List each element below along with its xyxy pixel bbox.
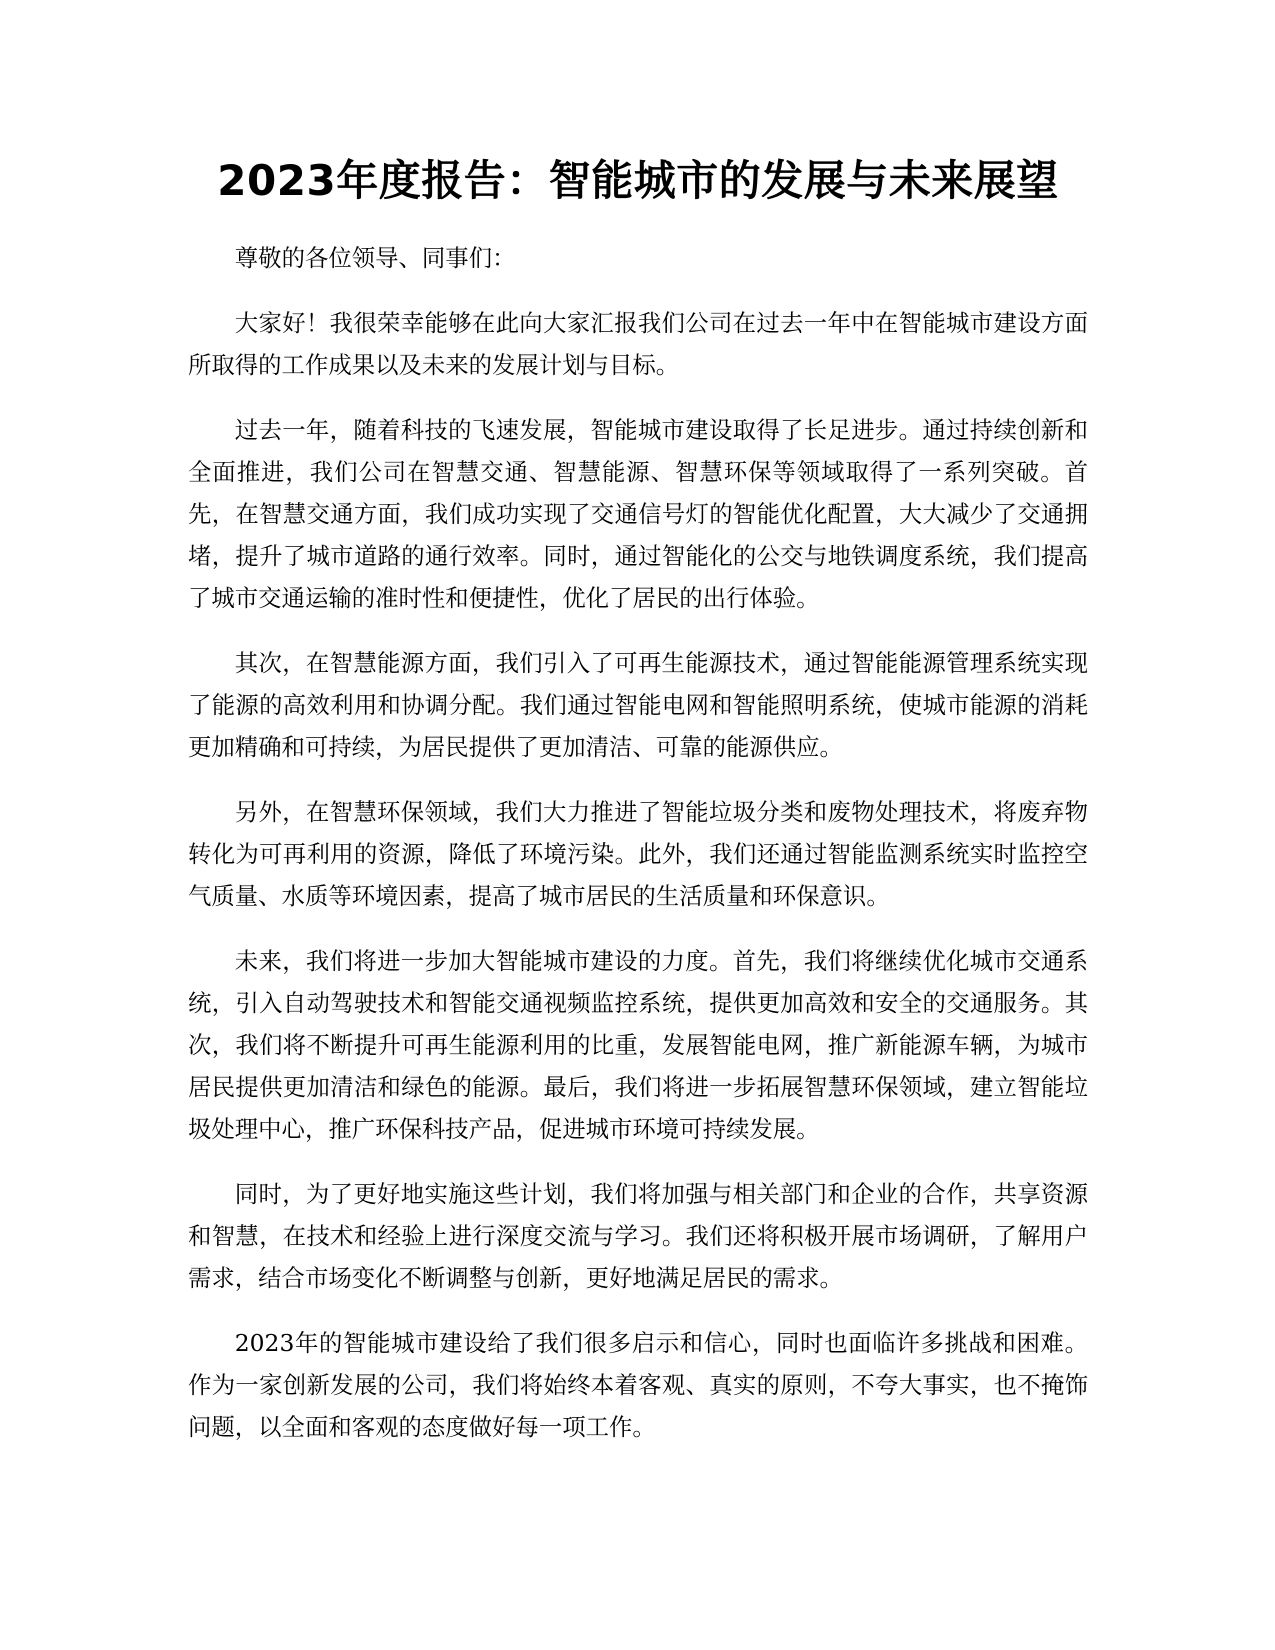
paragraph-past-year: 过去一年，随着科技的飞速发展，智能城市建设取得了长足进步。通过持续创新和全面推进，我们公司在智慧交通、智慧能源、智慧环保等领域取得了一系列突破。首先，在智慧交通方面，我们成功实现了交通信号灯的智能优化配置，大大减少了交通拥堵，提升了城市道路的通行效率。同时，通过智能化的公交与地铁调度系统，我们提高了城市交通运输的准时性和便捷性，优化了居民的出行体验。 xyxy=(188,416,1088,612)
paragraph-greeting: 大家好！我很荣幸能够在此向大家汇报我们公司在过去一年中在智能城市建设方面所取得的工作成果以及未来的发展计划与目标。 xyxy=(188,309,1088,379)
paragraph-smart-environment: 另外，在智慧环保领域，我们大力推进了智能垃圾分类和废物处理技术，将废弃物转化为可再利用的资源，降低了环境污染。此外，我们还通过智能监测系统实时监控空气质量、水质等环境因素，提高了城市居民的生活质量和环保意识。 xyxy=(188,798,1088,910)
document-body xyxy=(188,237,1088,1448)
document-title: 2023年度报告：智能城市的发展与未来展望 xyxy=(217,156,1059,205)
paragraph-salutation: 尊敬的各位领导、同事们： xyxy=(234,244,516,272)
paragraph-future-plans: 未来，我们将进一步加大智能城市建设的力度。首先，我们将继续优化城市交通系统，引入自动驾驶技术和智能交通视频监控系统，提供更加高效和安全的交通服务。其次，我们将不断提升可再生能源利用的比重，发展智能电网，推广新能源车辆，为城市居民提供更加清洁和绿色的能源。最后，我们将进一步拓展智慧环保领域，建立智能垃圾处理中心，推广环保科技产品，促进城市环境可持续发展。 xyxy=(188,947,1088,1143)
document-page xyxy=(188,0,1088,1650)
paragraph-conclusion: 2023年的智能城市建设给了我们很多启示和信心，同时也面临许多挑战和困难。作为一家创新发展的公司，我们将始终本着客观、真实的原则，不夸大事实，也不掩饰问题，以全面和客观的态度做好每一项工作。 xyxy=(188,1329,1088,1441)
paragraph-cooperation: 同时，为了更好地实施这些计划，我们将加强与相关部门和企业的合作，共享资源和智慧，在技术和经验上进行深度交流与学习。我们还将积极开展市场调研，了解用户需求，结合市场变化不断调整与创新，更好地满足居民的需求。 xyxy=(188,1180,1088,1292)
paragraph-smart-energy: 其次，在智慧能源方面，我们引入了可再生能源技术，通过智能能源管理系统实现了能源的高效利用和协调分配。我们通过智能电网和智能照明系统，使城市能源的消耗更加精确和可持续，为居民提供了更加清洁、可靠的能源供应。 xyxy=(188,649,1088,761)
